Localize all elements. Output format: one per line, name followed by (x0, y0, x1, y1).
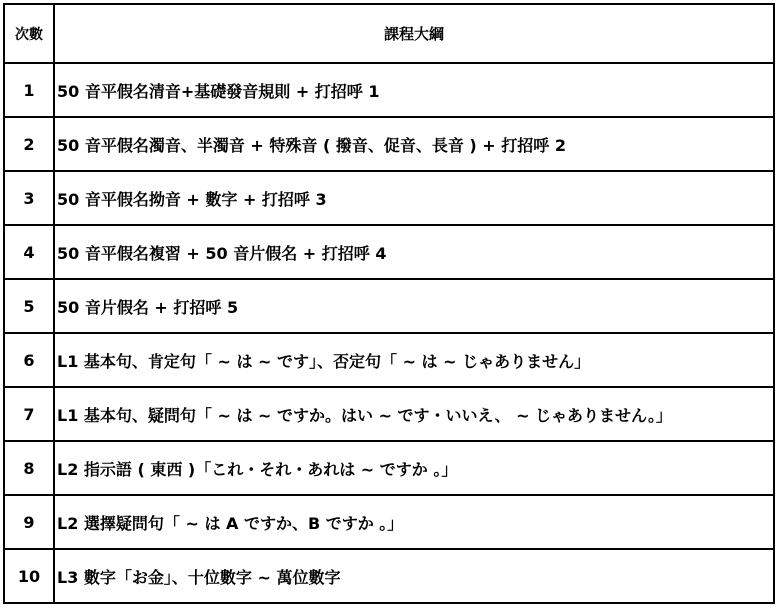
table-row (4, 63, 774, 117)
session-outline: L2 選擇疑問句「 ~ は A ですか、B ですか 。」 (54, 495, 774, 549)
table-row (4, 495, 774, 549)
table-row (4, 387, 774, 441)
session-number: 8 (4, 441, 54, 495)
table-row (4, 279, 774, 333)
header-session-count: 次數 (4, 4, 54, 63)
course-outline-table (3, 3, 775, 604)
session-outline: 50 音平假名濁音、半濁音 + 特殊音 ( 撥音、促音、長音 ) + 打招呼 2 (54, 117, 774, 171)
session-number: 7 (4, 387, 54, 441)
session-outline: 50 音平假名拗音 + 數字 + 打招呼 3 (54, 171, 774, 225)
table-row (4, 441, 774, 495)
session-outline: 50 音片假名 + 打招呼 5 (54, 279, 774, 333)
table-header-row (4, 4, 774, 63)
header-course-outline: 課程大綱 (54, 4, 774, 63)
session-outline: L1 基本句、肯定句「 ~ は ~ です」、否定句「 ~ は ~ じゃありません」 (54, 333, 774, 387)
table-row (4, 171, 774, 225)
session-outline: L3 數字「お金」、十位數字 ~ 萬位數字 (54, 549, 774, 603)
course-outline-document (3, 3, 775, 604)
session-outline: 50 音平假名清音+基礎發音規則 + 打招呼 1 (54, 63, 774, 117)
table-row (4, 549, 774, 603)
table-row (4, 225, 774, 279)
session-number: 6 (4, 333, 54, 387)
session-number: 9 (4, 495, 54, 549)
table-row (4, 333, 774, 387)
session-number: 1 (4, 63, 54, 117)
table-row (4, 117, 774, 171)
session-number: 10 (4, 549, 54, 603)
session-outline: L1 基本句、疑問句「 ~ は ~ ですか。はい ~ です・いいえ、 ~ じゃありません。」 (54, 387, 774, 441)
session-number: 4 (4, 225, 54, 279)
session-outline: 50 音平假名複習 + 50 音片假名 + 打招呼 4 (54, 225, 774, 279)
session-outline: L2 指示語 ( 東西 )「これ・それ・あれは ~ ですか 。」 (54, 441, 774, 495)
session-number: 2 (4, 117, 54, 171)
session-number: 5 (4, 279, 54, 333)
session-number: 3 (4, 171, 54, 225)
